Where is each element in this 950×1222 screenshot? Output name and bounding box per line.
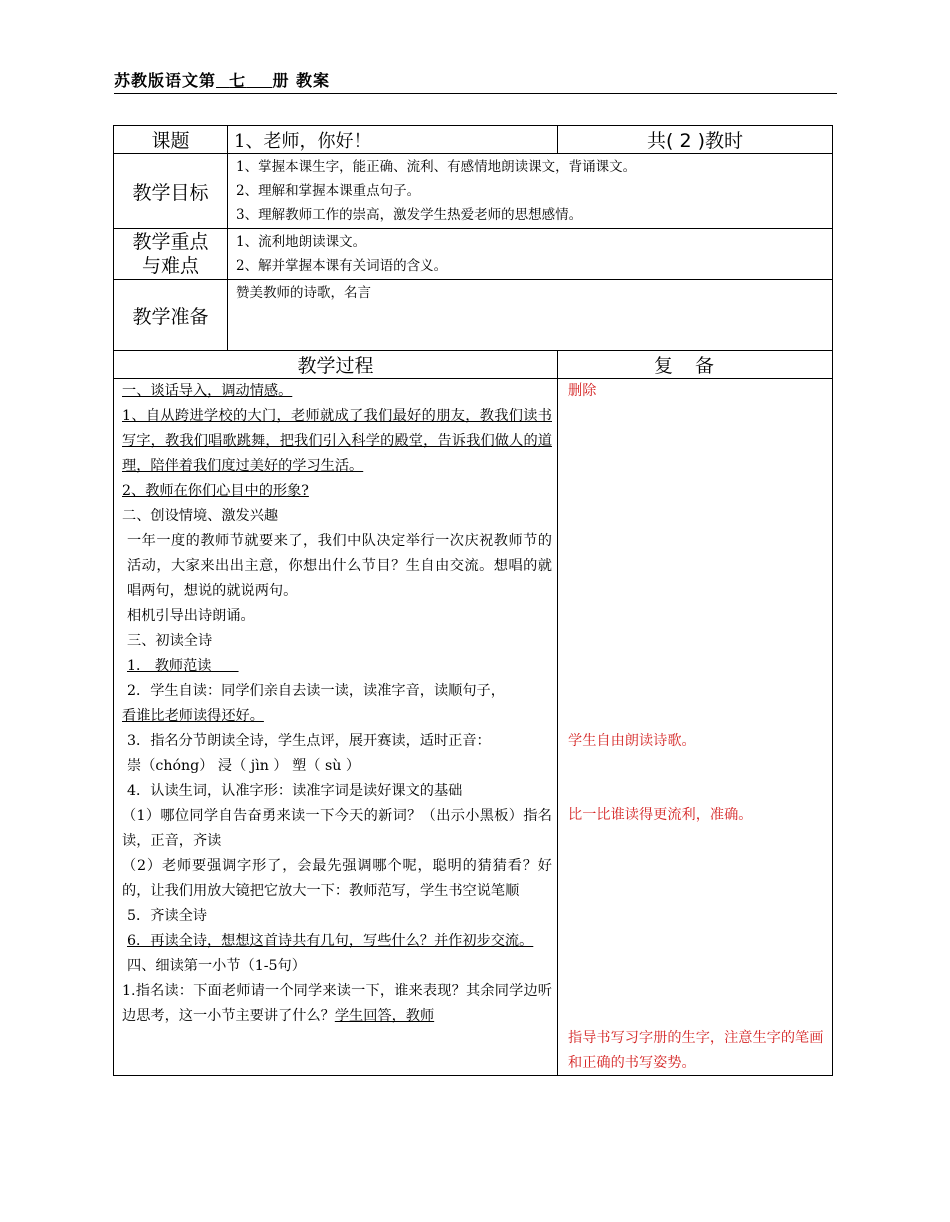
process-line: 相机引导出诗朗诵。 [127,608,255,624]
topic-value: 1、老师，你好！ [228,126,558,154]
topic-row [114,126,833,154]
process-line: 三、初读全诗 [127,633,213,649]
goal-item: 2、理解和掌握本课重点句子。 [236,183,421,199]
process-heading-row [114,351,833,379]
focus-item: 1、流利地朗读课文。 [236,234,367,250]
process-row [114,379,833,1076]
header-prefix: 苏教版语文第 [114,71,217,90]
process-line: 2．学生自读：同学们亲自去读一读，读准字音，读顺句子， [127,683,505,699]
lesson-plan-table [113,125,833,1076]
process-line: 3．指名分节朗读全诗，学生点评，展开赛读，适时正音： [127,733,491,749]
header-volume: 七 [229,71,247,90]
review-note: 删除 [568,383,597,399]
goal-item: 3、理解教师工作的崇高，激发学生热爱老师的思想感情。 [236,207,583,223]
process-line: （1）哪位同学自告奋勇来读一下今天的新词？（出示小黑板）指名读，正音，齐读 [122,808,552,849]
goals-label: 教学目标 [114,154,228,229]
prep-value: 赞美教师的诗歌，名言 [228,280,833,351]
process-line: 1． 教师范读 [127,658,212,674]
process-line: （2）老师要强调字形了，会最先强调哪个呢，聪明的猜猜看？好的，让我们用放大镜把它放大一下：教师范写，学生书空说笔顺 [122,858,552,899]
header-suffix: 册 教案 [272,71,331,90]
goals-list [228,154,833,229]
process-line: 一、谈话导入，调动情感。 [122,383,293,399]
process-line: 4．认读生词，认准字形：读准字词是读好课文的基础 [127,783,463,799]
focus-row [114,229,833,280]
process-line: 崇（chóng） 浸（ jìn ） 塑（ sù ） [127,758,361,774]
review-note: 指导书写习字册的生字，注意生字的笔画和正确的书写姿势。 [568,1030,824,1071]
review-heading: 复备 [558,351,833,379]
header-rule [114,93,837,94]
goal-item: 1、掌握本课生字，能正确、流利、有感情地朗读课文，背诵课文。 [236,159,637,175]
prep-label: 教学准备 [114,280,228,351]
review-note: 比一比谁读得更流利，准确。 [568,807,753,823]
process-line: 6．再读全诗，想想这首诗共有几句，写些什么？并作初步交流。 [127,933,534,949]
process-heading: 教学过程 [114,351,558,379]
process-line: 二、创设情境、激发兴趣 [122,508,279,524]
focus-item: 2、解并掌握本课有关词语的含义。 [236,258,448,274]
review-note: 学生自由朗读诗歌。 [568,733,696,749]
process-line: 1.指名读：下面老师请一个同学来读一下，谁来表现？其余同学边听边思考，这一小节主要讲了什么？学生回答，教师 [122,983,552,1024]
prep-row [114,280,833,351]
periods-value: 共( 2 )教时 [558,126,833,154]
process-line: 看谁比老师读得还好。 [122,708,264,724]
review-notes [558,379,833,1076]
process-line: 1、自从跨进学校的大门，老师就成了我们最好的朋友，教我们读书写字，教我们唱歌跳舞，把我们引入科学的殿堂，告诉我们做人的道理，陪伴着我们度过美好的学习生活。 [122,408,552,474]
focus-label: 教学重点 与难点 [114,229,228,280]
document-header [114,68,836,91]
process-content [114,379,558,1076]
process-line: 5．齐读全诗 [127,908,207,924]
process-line: 2、教师在你们心目中的形象? [122,483,309,499]
process-line: 四、细读第一小节（1-5句） [127,958,306,974]
focus-list [228,229,833,280]
goals-row [114,154,833,229]
topic-label: 课题 [114,126,228,154]
process-line: 一年一度的教师节就要来了，我们中队决定举行一次庆祝教师节的活动，大家来出出主意，你想出什么节目？生自由交流。想唱的就唱两句，想说的就说两句。 [127,533,552,599]
